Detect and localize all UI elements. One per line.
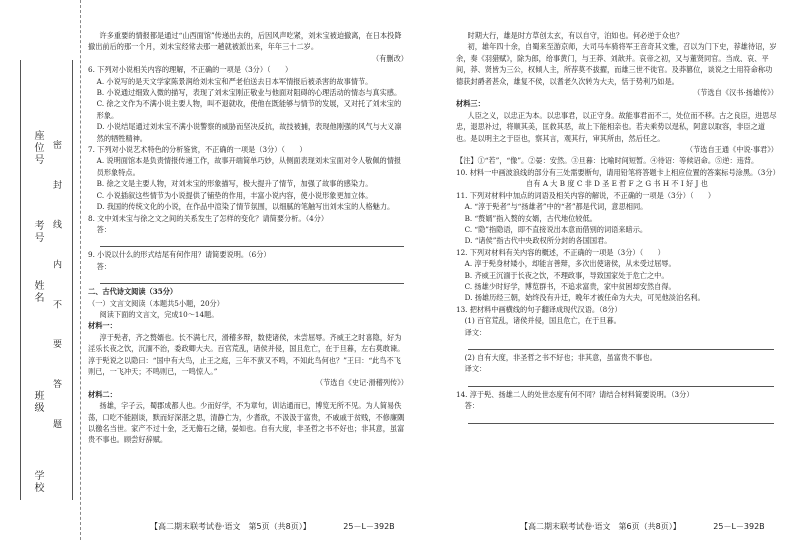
q11-option-a: A. “淳于髡者”与“扬雄者”中的“者”都是代词，意思相同。 — [464, 202, 648, 212]
material-2-cont-1: 时期大行，雄是时方草创太玄，有以自守，泊如也。何必逆于众也？ — [467, 31, 684, 40]
school-label: 学校 — [32, 470, 43, 494]
seal-line-notice: 密 封 线 内 不 要 答 题 — [51, 140, 61, 443]
annotation-note: 【注】①“若”，“像”。②晏：安然。③旦暮：比喻时间短暂。④待诏：等候诏命。⑤逆：违背。 — [456, 156, 759, 166]
question-12: 12. 下列对材料有关内容的概述，不正确的一项是（3分）（ ） — [456, 247, 665, 257]
question-10: 10. 材料一中画波浪线的部分有三处需要断句，请用铅笔将答题卡上相应位置的答案标号涂黑。（3分） — [456, 167, 780, 177]
footer-6-code: 25－L－392B — [713, 522, 765, 531]
q8-answer-label: 答： — [96, 224, 112, 234]
q6-option-d: D. 小说结尾通过刘未宝不满小说警察的威胁而坚决反抗，故技被捕，表现他刚强的风气与大义凛然的牺牲精神。 — [96, 122, 402, 143]
page-6-column — [456, 30, 778, 426]
story-tail-2: 撤出前后的那一个月，刘未宝经常去那一趟就被派出来，年年三十二岁。 — [88, 42, 319, 52]
class-label: 班级 — [32, 390, 43, 414]
material-1-heading: 材料一： — [88, 321, 117, 331]
q6-option-a: A. 小说写的是天文学家陈景润给刘未宝和严老伯送去日本军情报后被杀害的故事情节。 — [96, 76, 373, 86]
question-9: 9. 小说以什么的形式结尾有何作用？请简要说明。（6分） — [88, 250, 271, 260]
material-2-heading: 材料二： — [88, 389, 117, 399]
footer-page-6 — [520, 521, 765, 532]
page-5-column — [88, 30, 408, 446]
material-1-text: 淳于髡者，齐之赘婿也。长不满七尺，滑稽多辩，数使诸侯，未尝屈辱。齐威王之时喜隐，好为淫乐长夜之饮，沉湎不治，委政卿大夫。百官荒乱，诸侯并侵，国且危亡，在于旦暮，左右莫敢谏。淳于髡说之以隐曰：“国中有大鸟，止王之庭，三年不蜚又不鸣，不知此鸟何也？”王曰：“此鸟不飞则已，一飞冲天；不鸣则已，一鸣惊人。” — [88, 332, 405, 376]
footer-5-title: 【高二期末联考试卷·语文 第5页（共8页）】 — [150, 522, 311, 531]
binding-line-left — [20, 60, 21, 500]
q13-item-1: (1) 百官荒乱，诸侯并侵，国且危亡，在于旦暮。 — [464, 316, 621, 326]
source-note: （有删改） — [372, 53, 408, 63]
q6-option-b: B. 小说通过细致入微的描写，表现了刘未宝刚正敬业与他面对阻碍的心理活动的情态与真实感。 — [96, 88, 402, 98]
question-8: 8. 文中刘未宝与徐之文之间的关系发生了怎样的变化？请简要分析。（4分） — [88, 213, 329, 223]
q12-option-a: A. 淳于髡身材矮小，却能言善辩，多次出使诸侯，从未受过屈辱。 — [464, 259, 676, 269]
q11-option-d: D. “诸侯”指古代中央政权所分封的各国国君。 — [464, 236, 612, 246]
material-2-text: 扬雄，字子云，蜀郡成都人也。少而好学，不为章句，训诂通而已，博览无所不见。为人简易佚荡，口吃不能剧谈，默而好深湛之思，清静亡为，少耆欲，不汲汲于富贵，不戚戚于贫贱，不修廉隅以徼名当世。家产不过十金，乏无儋石之储，晏如也。自有大度，非圣哲之书不好也；非其意，虽富贵不事也。顾尝好辞赋。 — [88, 401, 405, 445]
footer-page-5 — [150, 521, 395, 532]
material-2-source: （节选自《汉书·扬雄传》） — [693, 88, 778, 98]
q12-option-c: C. 扬雄少时好学，博览群书，不追求富贵，家中贫困却安然自得。 — [464, 281, 676, 291]
q12-option-b: B. 齐威王沉湎于长夜之饮，不理政事，导致国家处于危亡之中。 — [464, 270, 669, 280]
section-2-subheading: （一）文言文阅读（本题共5小题，20分） — [88, 298, 224, 308]
q6-option-c: C. 徐之文作为不满小说主要人物，叫不退就收，使他在既能够与情节的发展，又对托了刘未宝的形象。 — [96, 99, 402, 120]
q13-answer-label-1: 译文： — [464, 327, 487, 337]
material-1-source: （节选自《史记·滑稽列传》） — [315, 378, 408, 388]
q8-answer-line[interactable] — [100, 235, 404, 247]
material-3-source: （节选自王通《中说·事君》） — [685, 145, 778, 155]
q10-sentence: 自有 A 大 B 度 C 非 D 圣 E 哲 F 之 G 书 H 不 I 好 J 也 — [526, 179, 708, 189]
material-3-heading: 材料三： — [456, 99, 485, 109]
q9-answer-line[interactable] — [100, 272, 404, 284]
question-13: 13. 把材料中画横线的句子翻译成现代汉语。（8分） — [456, 304, 622, 314]
q11-option-c: C. “隐”指隐语，即不直接说出本意而借别的词语来暗示。 — [464, 224, 648, 234]
q7-option-d: D. 我国的传统文化的小说，在作品中渲染了情节氛围，以细腻的笔触写出刘未宝的人格魅力。 — [96, 202, 395, 212]
question-7: 7. 下列对小说艺术特色的分析鉴赏，不正确的一项是（3分）（ ） — [88, 145, 307, 155]
q12-option-d: D. 扬雄历经三朝，始终没有升迁，晚年才被任命为大夫，可见他淡泊名利。 — [464, 293, 705, 303]
material-2-cont-2: 初，雄年四十余，自蜀来至游京师，大司马车骑将军王音奇其文雅，召以为门下史，荐雄待诏，岁余，奏《羽猎赋》，除为郎，给事黄门，与王莽、刘歆并。哀帝之初，又与董贤同官。当成、哀、平间，莽、贤皆为三公，权倾人主，所荐莫不拔擢，而雄三世不徙官。及莽篡位，谈说之士用符命称功德获封爵者甚众，雄复不侯，以耆老久次转为大夫，恬于势利乃如是。 — [456, 42, 777, 86]
story-tail-1: 许多重要的情报都是通过“山西面馆”传递出去的，后因风声吃紧，刘未宝被迫撤离，在日本投降 — [99, 31, 402, 40]
question-14: 14. 淳于髡、扬雄二人的处世态度有何不同？请结合材料简要说明。（3分） — [456, 389, 694, 399]
binding-line-right — [72, 60, 73, 500]
q14-answer-line[interactable] — [468, 412, 774, 424]
q11-option-b: B. “赘婿”指入赘的女婿，古代地位较低。 — [464, 213, 597, 223]
section-2-heading: 二、古代诗文阅读（35分） — [88, 287, 178, 297]
q9-answer-label: 答： — [96, 261, 112, 271]
q7-option-a: A. 说明面馆本是负责情报传递工作，故事开端简单巧妙，从侧面表现刘未宝面对令人敬佩的情报员形象特点。 — [96, 156, 402, 177]
name-label: 姓名 — [32, 280, 43, 304]
seat-no-label: 座位号 — [32, 130, 43, 166]
q14-answer-label: 答： — [464, 401, 480, 411]
exam-no-label: 考号 — [32, 220, 43, 244]
footer-6-title: 【高二期末联考试卷·语文 第6页（共8页）】 — [520, 522, 681, 531]
q13-answer-label-2: 译文： — [464, 364, 487, 374]
q7-option-b: B. 徐之文是主要人物，对刘未宝的形象描写，极大提升了情节，加强了故事的感染力。 — [96, 179, 373, 189]
q13-answer-line-2[interactable] — [468, 375, 774, 387]
question-6: 6. 下列对小说相关内容的理解，不正确的一项是（3分）（ ） — [88, 65, 293, 75]
q7-option-c: C. 小说插叙这些情节为小说提供了铺垫的作用，丰富小说内容，使小说形象更加立体。 — [96, 190, 373, 200]
question-11: 11. 下列对材料中加点的词语及相关内容的解说，不正确的一项是（3分）（ ） — [456, 190, 716, 200]
binding-margin — [0, 0, 81, 540]
footer-5-code: 25－L－392B — [343, 522, 395, 531]
q13-answer-line-1[interactable] — [468, 338, 774, 350]
q13-item-2: (2) 自有大度，非圣哲之书不好也；非其意，虽富贵不事也。 — [464, 352, 657, 362]
material-3-text: 人臣之义，以忠正为本。以忠事君，以正守身。故能事君而不二，处位而不移。古之良臣，进思尽忠，退思补过，将顺其美，匡救其恶，故上下能相亲也。若夫乘势以逞私，阿意以取容，非臣之道也。是以明主之于臣也，察其言，观其行，审其所由，然后任之。 — [456, 110, 777, 143]
section-2-instruction: 阅读下面的文言文，完成10～14题。 — [99, 309, 219, 319]
